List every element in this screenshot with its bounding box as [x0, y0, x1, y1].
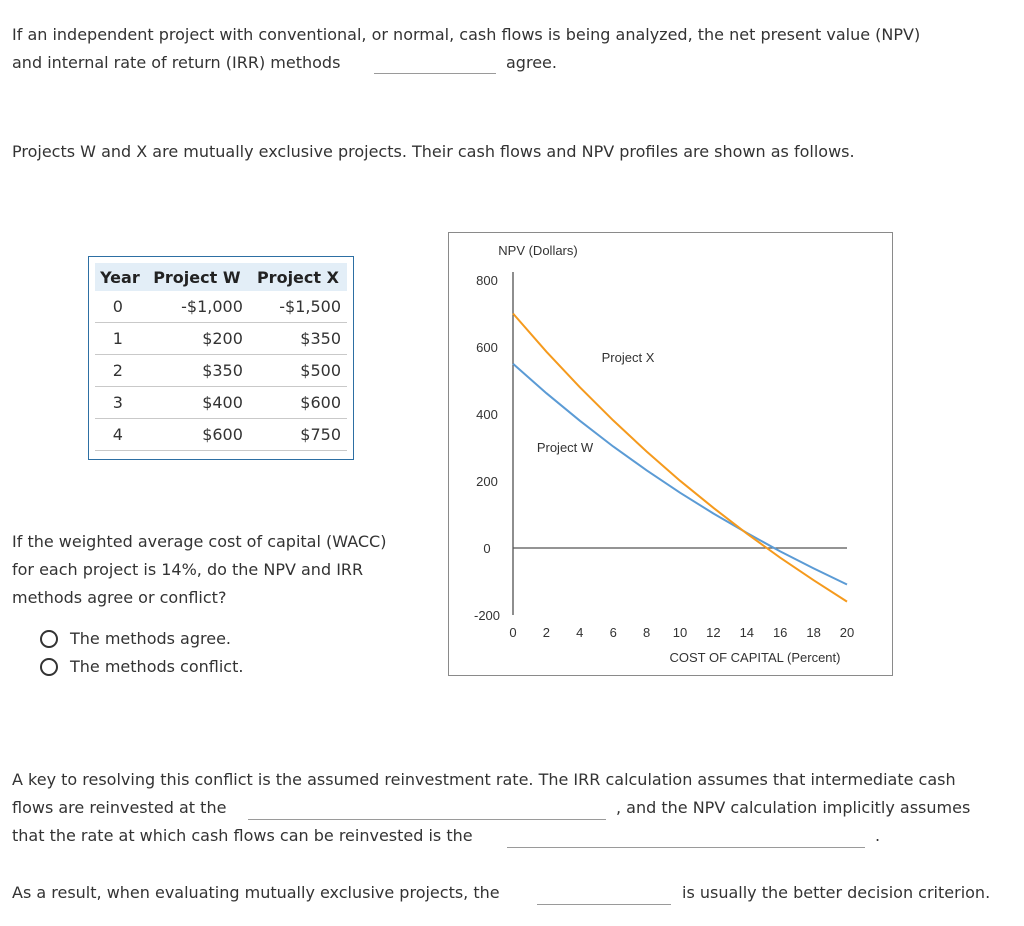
series-line-project-x — [513, 314, 847, 602]
npv-reinvestment-rate-blank[interactable] — [507, 847, 865, 848]
cell-project-w: $350 — [145, 355, 249, 387]
y-tick-label: 800 — [476, 273, 498, 288]
option-methods-agree-label[interactable]: The methods agree. — [70, 629, 232, 648]
q1-line2-start: and internal rate of return (IRR) methods — [12, 53, 341, 72]
q3-line2-end: , and the NPV calculation implicitly assumes — [616, 798, 971, 817]
decision-criterion-blank[interactable] — [537, 904, 671, 905]
x-tick-label: 12 — [706, 625, 721, 640]
x-tick-label: 6 — [609, 625, 617, 640]
q3-line2-start: flows are reinvested at the — [12, 798, 227, 817]
x-tick-label: 8 — [642, 625, 651, 640]
q2-line3: methods agree or conflict? — [12, 588, 227, 607]
q1-line1: If an independent project with conventional, or normal, cash flows is being analyzed, the net present value (NPV) — [12, 25, 921, 44]
cell-project-x: $750 — [249, 419, 347, 451]
q4-text-end: is usually the better decision criterion. — [682, 883, 991, 902]
x-tick-label: 20 — [839, 625, 855, 640]
y-axis-title: NPV (Dollars) — [498, 243, 578, 258]
x-tick-label: 18 — [806, 625, 821, 640]
project-w-annotation: Project W — [536, 440, 594, 455]
q3-line3-start: that the rate at which cash flows can be reinvested is the — [12, 826, 473, 845]
y-tick-label: 600 — [476, 340, 498, 355]
cell-year: 4 — [95, 419, 145, 451]
cell-project-w: -$1,000 — [145, 291, 249, 323]
intro-text: Projects W and X are mutually exclusive projects. Their cash flows and NPV profiles are shown as follows. — [12, 142, 855, 161]
cell-project-w: $400 — [145, 387, 249, 419]
cell-year: 1 — [95, 323, 145, 355]
x-axis-title: COST OF CAPITAL (Percent) — [669, 650, 841, 665]
irr-reinvestment-rate-blank[interactable] — [248, 819, 606, 820]
cell-year: 2 — [95, 355, 145, 387]
x-tick-label: 16 — [772, 625, 788, 640]
header-project-x: Project X — [249, 263, 347, 291]
cell-year: 3 — [95, 387, 145, 419]
series-line-project-w — [513, 364, 847, 585]
x-tick-label: 10 — [672, 625, 688, 640]
q2-line2: for each project is 14%, do the NPV and IRR — [12, 560, 364, 579]
x-tick-label: 4 — [576, 625, 584, 640]
x-tick-label: 14 — [739, 625, 755, 640]
x-tick-label: 2 — [542, 625, 551, 640]
y-tick-label: -200 — [473, 608, 501, 623]
q2-line1: If the weighted average cost of capital (WACC) — [12, 532, 387, 551]
cell-project-w: $200 — [145, 323, 249, 355]
y-tick-label: 200 — [476, 474, 498, 489]
cell-project-x: $350 — [249, 323, 347, 355]
q3-line3-end: . — [875, 826, 881, 845]
q3-line1: A key to resolving this conflict is the assumed reinvestment rate. The IRR calculation assumes that intermediate cash — [12, 770, 956, 789]
y-tick-label: 0 — [483, 541, 491, 556]
q1-line2-end: agree. — [506, 53, 557, 72]
project-x-annotation: Project X — [601, 350, 655, 365]
cell-project-x: -$1,500 — [249, 291, 347, 323]
cell-year: 0 — [95, 291, 145, 323]
header-year: Year — [95, 263, 145, 291]
header-project-w: Project W — [145, 263, 249, 291]
cell-project-x: $500 — [249, 355, 347, 387]
cell-project-w: $600 — [145, 419, 249, 451]
x-tick-label: 0 — [509, 625, 517, 640]
y-tick-label: 400 — [476, 407, 498, 422]
q4-text-start: As a result, when evaluating mutually exclusive projects, the — [12, 883, 500, 902]
cell-project-x: $600 — [249, 387, 347, 419]
option-methods-conflict-label[interactable]: The methods conflict. — [70, 657, 244, 676]
